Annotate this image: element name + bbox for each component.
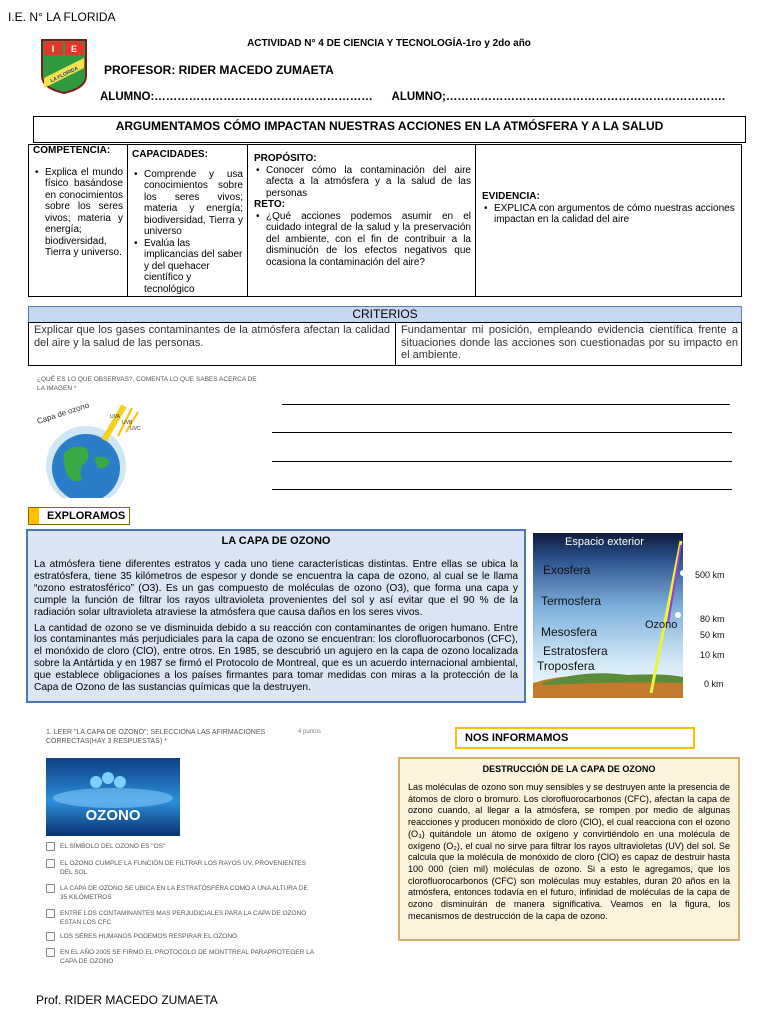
proposito-item: • Conocer cómo la contaminación del aire afecta a la atmósfera y a la salud de las personas [264,165,471,200]
quiz-option[interactable]: EN EL AÑO 2005 SE FIRMO EL PROTOCOLO DE MONTTREAL PARAPROTEGER LA CAPA DE OZONO [46,948,316,966]
nos-informamos-tag [455,727,695,749]
competencia-item: • Explica el mundo físico basándose en conocimientos sobre los seres vivos; materia y energía; biodiversidad, Tierra y universo. [43,167,123,259]
competency-grid [28,144,742,297]
capacidad-item: • Comprende y usa conocimientos sobre los seres vivos; materia y energía; biodiversidad, Tierra y universo [142,169,243,238]
capa-ozono-paragraph-1: La atmósfera tiene diferentes estratos y cada uno tiene características distintas. Entre ellas se ubica la estratósfera, tiene 35 kilómetros de espesor y donde se encuentra la capa de ozono, al cual se le llama “ozono estratosférico” (O3). Es un gas compuesto de moléculas de ozono (O3), que forma una capa y cumple la función de filtrar los rayos ultravioleta provenientes del sol y así evitar que el 90 % de la radiación solar ultravioleta atraviese la atmósfera que causa daños en los seres vivos. [34,559,518,618]
ozone-globe-image [34,398,160,498]
destruccion-text: Las moléculas de ozono son muy sensibles y se destruyen ante la presencia de átomos de cloro o bromuro. Los clorofluorocarbonos (CFC), afectan la capa de ozono cuando, al llegar a la atmósfera, se rompen por medio de algunas reacciones y producen monóxido de cloro (ClO), el cual reacciona con el ozono (O₃) quitándole un átomo de oxígeno y convirtiéndolo en una molécula de oxígeno (O₂), el cual no sirve para filtrar los rayos ultravioletas (UV) del sol. Se calcula que la molécula de monóxido de cloro (ClO) es capaz de destruir hasta 100 000 (cien mil) moléculas de ozono. Si a esto le agregamos, que los clorofluorocarbonos (CFC) son moléculas muy estables, duran 20 años en la atmósfera, entonces todavía en el futuro, infinidad de moléculas de la capa de ozono disminuirán de manera significativa. Veamos en la figura, los mecanismos de destrucción de la capa de ozono. [408,782,730,921]
criterios-row [28,322,742,366]
competencia-column [29,145,128,296]
destruccion-box [398,757,740,941]
ozono-label: Ozono [645,619,678,631]
exploramos-label: EXPLORAMOS [39,508,129,524]
school-name: I.E. N° LA FLORIDA [8,10,116,24]
checkbox[interactable] [46,948,55,957]
destruccion-title: DESTRUCCIÓN DE LA CAPA DE OZONO [482,764,656,774]
checkbox[interactable] [46,909,55,918]
uva-label: UVA [110,414,120,420]
ozone-layer-label: Capa de ozono [35,400,91,426]
quiz-points: 4 puntos [298,729,322,735]
espacio-label: Espacio exterior [565,536,644,548]
proposito-column [248,145,476,296]
km80-label: 80 km [700,614,725,624]
capacidades-column [128,145,248,296]
troposfera-label: Troposfera [537,659,595,673]
svg-text:I: I [51,44,55,54]
checkbox[interactable] [46,842,55,851]
exosfera-label: Exosfera [543,563,591,577]
evidencia-column [476,145,743,296]
checkbox[interactable] [46,859,55,868]
capacidad-item: • Evalúa las implicancias del saber y del quehacer científico y tecnológico [142,238,243,296]
nos-informamos-label: NOS INFORMAMOS [457,729,693,747]
criterio-left: Explicar que los gases contaminantes de la atmósfera afectan la calidad del aire y la salud de las personas. [29,323,396,365]
quiz-question: 1. LEER "LA CAPA DE OZONO"; SELECCIONA LAS AFIRMACIONES CORRECTAS(HAY 3 RESPUESTAS) * [46,729,266,745]
proposito-heading: PROPÓSITO: [254,153,317,164]
estratosfera-label: Estratosfera [543,644,608,658]
quiz-option[interactable]: EL SÍMBOLO DEL OZONO ES "OS" [46,842,316,851]
atmosphere-diagram [533,533,743,698]
competencia-heading: COMPETENCIA: [33,145,111,156]
checkbox[interactable] [46,932,55,941]
ozono-image-label: OZONO [85,807,141,824]
quiz-option[interactable]: LOS SERES HUMANOS PODEMOS RESPIRAR EL OZONO [46,932,316,941]
km0-label: 0 km [704,679,724,689]
km500-label: 500 km [695,570,725,580]
evidencia-heading: EVIDENCIA: [482,191,540,202]
termosfera-label: Termosfera [541,594,602,608]
km10-label: 10 km [700,650,725,660]
student-field-2[interactable]: ALUMNO;………………………………………………………………. [391,91,726,103]
footer-teacher: Prof. RIDER MACEDO ZUMAETA [36,993,218,1007]
teacher-name: PROFESOR: RIDER MACEDO ZUMAETA [104,63,334,77]
capa-ozono-box [26,529,526,703]
ozono-image [46,758,180,836]
student-field-1[interactable]: ALUMNO:………………………………………………… [100,91,373,103]
capa-ozono-title: LA CAPA DE OZONO [221,535,331,547]
student-lines [100,91,725,103]
answer-line[interactable] [272,461,732,462]
logo-text: LA FLORIDA [49,65,80,85]
reto-item: • ¿Qué acciones podemos asumir en el cuidado integral de la salud y la preservación del ambiente, con el fin de contribuir a la disminución de los efectos negativos que ocasiona la contaminación del aire? [264,211,471,269]
observe-question: ¿QUÉ ES LO QUE OBSERVAS?, COMENTA LO QUE SABES ACERCA DE LA IMAGEN * [37,376,257,392]
checkbox[interactable] [46,884,55,893]
km50-label: 50 km [700,630,725,640]
evidencia-item: • EXPLICA con argumentos de cómo nuestras acciones impactan en la calidad del aire [492,203,739,226]
main-title: ARGUMENTAMOS CÓMO IMPACTAN NUESTRAS ACCIONES EN LA ATMÓSFERA Y A LA SALUD [33,116,746,143]
quiz-option[interactable]: LA CAPA DE OZONO SE UBICA EN LA ESTRATÓSFERA COMO A UNA ALTURA DE 35 KILÓMETROS [46,884,316,902]
criterios-heading: CRITERIOS [28,306,742,323]
capacidades-heading: CAPACIDADES: [132,149,208,160]
answer-line[interactable] [282,404,730,405]
mesosfera-label: Mesosfera [541,625,598,639]
uvc-label: UVC [130,426,141,432]
activity-title: ACTIVIDAD N° 4 DE CIENCIA Y TECNOLOGÍA-1ro y 2do año [247,38,531,49]
answer-line[interactable] [272,489,732,490]
exploramos-tag [28,507,130,525]
answer-line[interactable] [272,432,732,433]
criterio-right: Fundamentar mi posición, empleando evidencia científica frente a situaciones donde las acciones son cuestionadas por su impacto en el ambiente. [401,324,738,361]
capa-ozono-paragraph-2: La cantidad de ozono se ve disminuida debido a su reacción con contaminantes de origen humano. Entre los contaminantes más perjudiciales para la capa de ozono se encuentran: los clorofluorocarbonos (CFC), el monóxido de cloro (ClO), entre otros. En 1985, se descubrió un agujero en la capa de ozono localizada sobre la Antártida y en 1987 se firmó el Protocolo de Montreal, que es un acuerdo internacional ambiental, que establece obligaciones a los países firmantes para tomar medidas con miras a la protección de la Capa de Ozono de las sustancias químicas que la destruyen. [34,622,518,694]
uvb-label: UVB [122,420,133,426]
quiz-option[interactable]: EL OZONO CUMPLE LA FUNCIÓN DE FILTRAR LOS RAYOS UV, PROVENIENTES DEL SOL [46,859,316,877]
svg-text:E: E [70,44,78,54]
reto-heading: RETO: [254,199,285,210]
quiz-option[interactable]: ENTRE LOS CONTAMINANTES MAS PERJUDICIALES PARA LA CAPA DE OZONO ESTAN LOS CFC [46,909,316,927]
